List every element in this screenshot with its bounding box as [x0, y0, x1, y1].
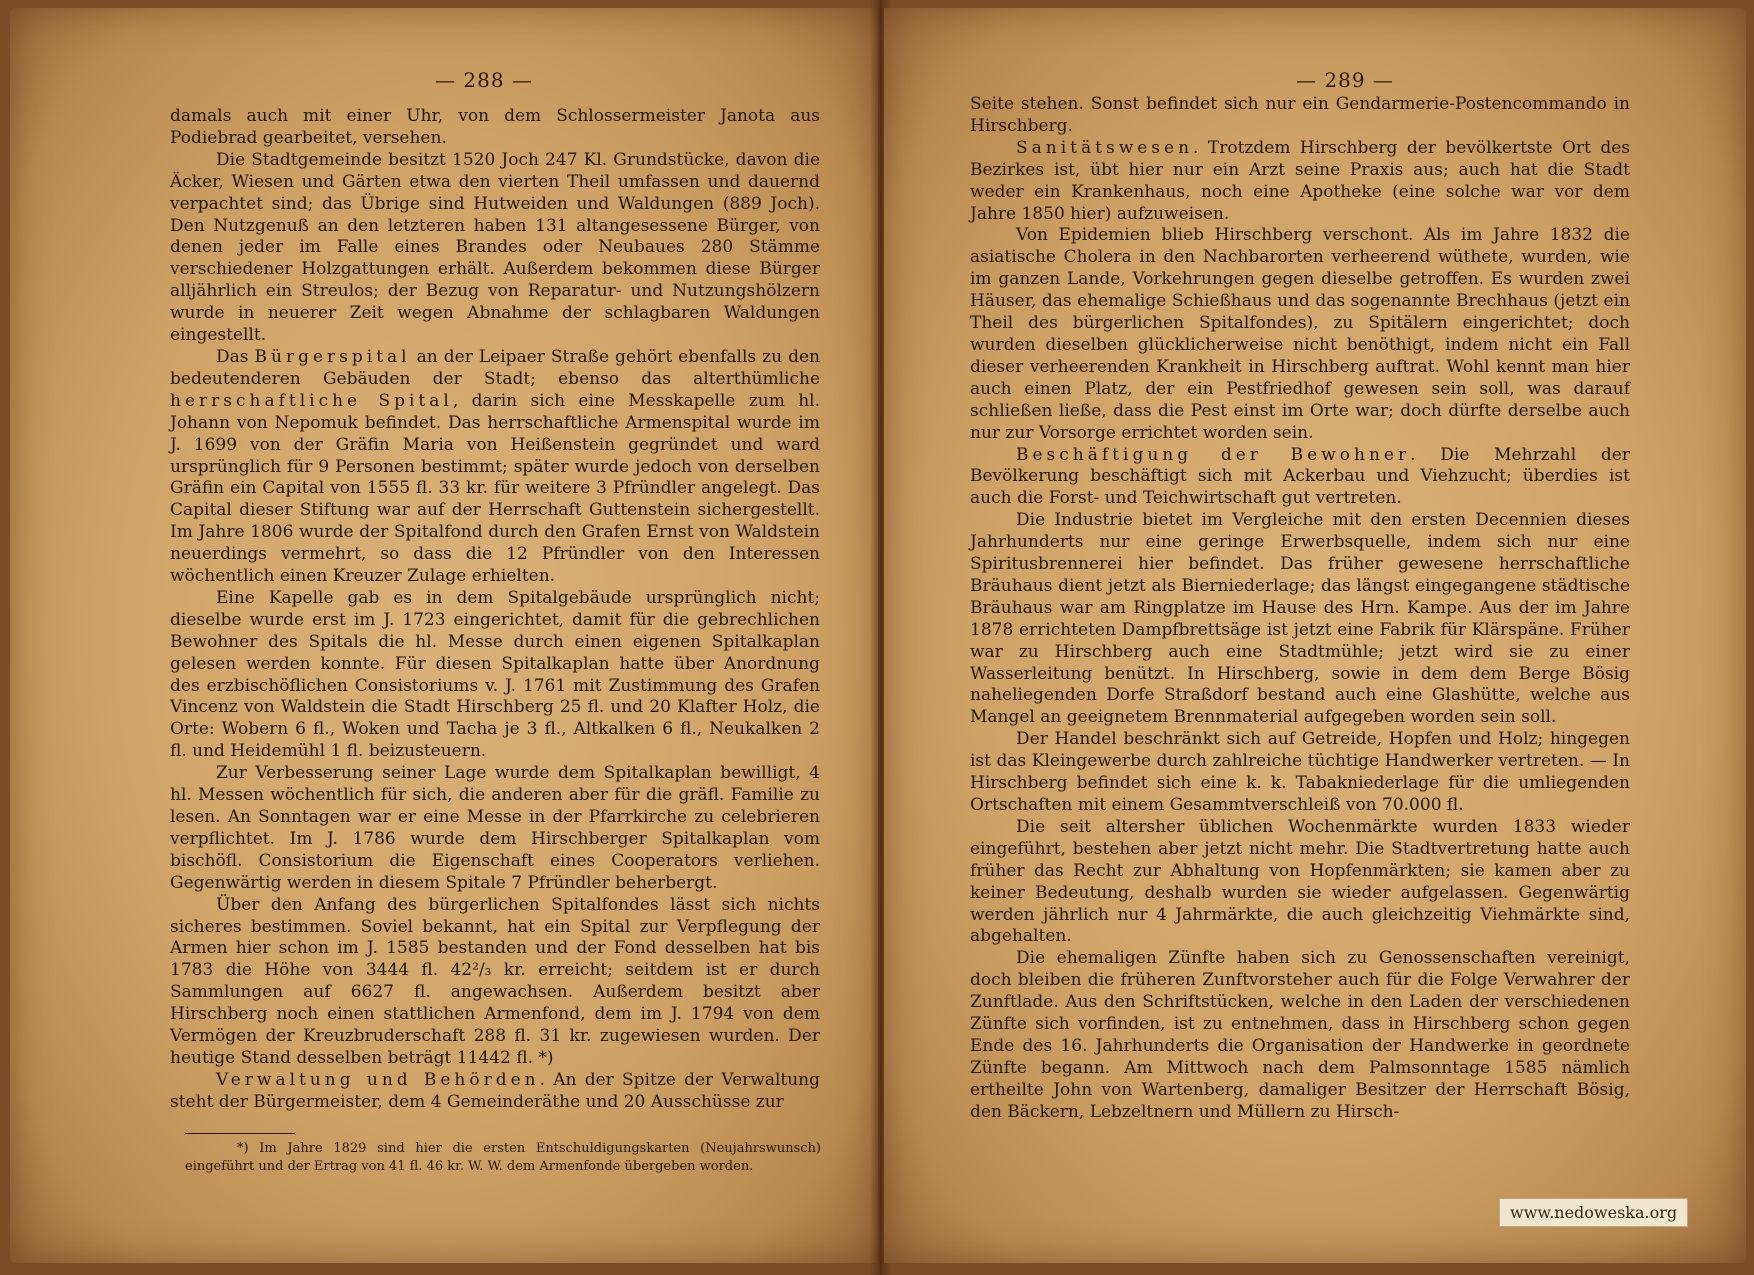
paragraph [170, 347, 820, 588]
page-number-left: — 288 — [435, 68, 533, 92]
spaced-heading-text: Bürgerspital [254, 346, 411, 367]
page-number-right: — 289 — [1296, 68, 1394, 92]
paragraph [970, 817, 1630, 948]
paragraph [170, 895, 820, 1070]
paragraph-text: . Die Mehrzahl der Bevölkerung beschäftigt sich mit Ackerbau und Viehzucht; überdies ist auch die Forst- und Teichwirtschaft gut vertreten. [970, 444, 1630, 509]
right-page [884, 8, 1746, 1263]
paragraph-text: . Trotzdem Hirschberg der bevölkertste Ort des Bezirkes ist, übt hier nur ein Arzt seine Praxis aus; auch hat die Stadt weder ein Krankenhaus, noch eine Apotheke (eine solche war vor dem Jahre 1850 hier) aufzuweisen. [970, 137, 1630, 224]
footnote-text: *) Im Jahre 1829 sind hier die ersten Entschuldigungskarten (Neujahrswunsch) eingeführt und der Ertrag von 41 fl. 46 kr. W. W. dem Armenfonde übergeben worden. [185, 1141, 821, 1174]
watermark-label: www.nedoweska.org [1499, 1198, 1688, 1227]
right-page-body [970, 94, 1630, 1124]
paragraph-text: Die ehemaligen Zünfte haben sich zu Genossenschaften vereinigt, doch bleiben die früheren Zunftvorsteher auch für die Folge Verwahrer der Zunftlade. Aus den Schriftstücken, welche in den Laden der verschiedenen Zünfte sich vorfinden, ist zu entnehmen, dass in Hirschberg schon gegen Ende des 16. Jahrhunderts die Organisation der Handwerke in geordnete Zünfte begann. Am Mittwoch nach dem Palmsonntage 1585 nämlich ertheilte John von Wartenberg, damaliger Besitzer der Herrschaft Bösig, den Bäckern, Lebzeltnern und Müllern zu Hirsch- [970, 948, 1630, 1122]
footnote [185, 1140, 821, 1176]
spaced-heading-text: Sanitätswesen [1016, 137, 1194, 158]
paragraph [170, 106, 820, 150]
paragraph-text: an der Leipaer Straße gehört ebenfalls zu den bedeutenderen Gebäuden der Stadt; ebenso das alterthümliche [170, 346, 821, 389]
spaced-heading-text: Beschäftigung der Bewohner [1016, 444, 1411, 465]
paragraph-text: Eine Kapelle gab es in dem Spitalgebäude ursprünglich nicht; dieselbe wurde erst im J. 1723 eingerichtet, damit für die gebrechlichen Bewohner des Spitals die hl. Messe durch einen eigenen Spitalkaplan gelesen werden konnte. Für diesen Spitalkaplan hatte über Anordnung des erzbischöflichen Consistoriums v. J. 1761 mit Zustimmung des Grafen Vincenz von Waldstein die Stadt Hirschberg 25 fl. und 20 Klafter Holz, die Orte: Wobern 6 fl., Woken und Tacha je 3 fl., Altkalken 6 fl., Neukalken 2 fl. und Heidemühl 1 fl. beizusteuern. [170, 587, 820, 762]
paragraph-text: . An der Spitze der Verwaltung steht der Bürgermeister, dem 4 Gemeinderäthe und 20 Ausschüsse zur [170, 1069, 820, 1112]
paragraph [970, 225, 1630, 444]
paragraph [970, 729, 1630, 817]
paragraph-text: Über den Anfang des bürgerlichen Spitalfondes lässt sich nichts sicheres bestimmen. Soviel bekannt, hat ein Spital zur Verpflegung der Armen hier schon im J. 1585 bestanden und der Fond desselben hat bis 1783 die Höhe von 3444 fl. 42²/₃ kr. erreicht; seitdem ist er durch Sammlungen auf 6627 fl. angewachsen. Außerdem besitzt aber Hirschberg noch einen stattlichen Armenfond, dem im J. 1794 von dem Vermögen der Kreuzbruderschaft 288 fl. 31 kr. zugewiesen wurden. Der heutige Stand desselben beträgt 11442 fl. *) [170, 894, 820, 1068]
paragraph-text: Die seit altersher üblichen Wochenmärkte wurden 1833 wieder eingeführt, bestehen aber jetzt nicht mehr. Die Stadtvertretung hatte auch früher das Recht zur Abhaltung von Hopfenmärkten; sie kamen aber zu keiner Bedeutung, deshalb wurden sie wieder aufgelassen. Gegenwärtig werden jährlich nur 4 Jahrmärkte, die auch gleichzeitig Viehmärkte sind, abgehalten. [970, 816, 1630, 947]
paragraph-text: damals auch mit einer Uhr, von dem Schlossermeister Janota aus Podiebrad gearbeitet, versehen. [170, 106, 820, 148]
spaced-heading-text: herrschaftliche Spital [170, 390, 453, 411]
paragraph-text: Der Handel beschränkt sich auf Getreide, Hopfen und Holz; hingegen ist das Kleingewerbe durch zahlreiche tüchtige Handwerker vertreten. — In Hirschberg befindet sich eine k. k. Tabakniederlage für die umliegenden Ortschaften mit einem Gesammtverschleiß von 70.000 fl. [970, 729, 1630, 815]
paragraph [170, 763, 820, 894]
paragraph [170, 588, 820, 763]
paragraph [970, 948, 1630, 1123]
footnote-rule [185, 1133, 295, 1134]
paragraph-text: , darin sich eine Messkapelle zum hl. Johann von Nepomuk befindet. Das herrschaftliche Armenspital wurde im J. 1699 von der Gräfin Maria von Heißenstein gegründet und ward ursprünglich für 9 Personen bestimmt; später wurde jedoch von derselben Gräfin ein Capital von 1555 fl. 33 kr. für weitere 3 Pfründler angelegt. Das Capital dieser Stiftung war auf der Herrschaft Guttenstein sichergestellt. Im Jahre 1806 wurde der Spitalfond durch den Grafen Ernst von Waldstein neuerdings vermehrt, so dass die 12 Pfründler von den Interessen wöchentlich einen Kreuzer Zulage erhielten. [170, 390, 820, 587]
paragraph-text: Die Stadtgemeinde besitzt 1520 Joch 247 Kl. Grundstücke, davon die Äcker, Wiesen und Gärten etwa den vierten Theil umfassen und dauernd verpachtet sind; das Übrige sind Hutweiden und Waldungen (889 Joch). Den Nutzgenuß an den letzteren haben 131 altangesessene Bürger, von denen jeder im Falle eines Brandes oder Neubaues 280 Stämme verschiedener Holzgattungen erhält. Außerdem bekommen diese Bürger alljährlich ein Streulos; der Bezug von Reparatur- und Nutzungshölzern wurde in neuerer Zeit wegen Abnahme der schlagbaren Waldungen eingestellt. [170, 149, 820, 346]
paragraph-text: Zur Verbesserung seiner Lage wurde dem Spitalkaplan bewilligt, 4 hl. Messen wöchentlich für sich, die anderen aber für die gräfl. Familie zu lesen. An Sonntagen war er eine Messe in der Pfarrkirche zu celebrieren verpflichtet. Im J. 1786 wurde dem Hirschberger Spitalkaplan vom bischöfl. Consistorium die Eigenschaft eines Cooperators verliehen. Gegenwärtig werden in diesem Spitale 7 Pfründler beherbergt. [170, 763, 820, 893]
paragraph [970, 510, 1630, 729]
paragraph [170, 150, 820, 347]
paragraph [970, 445, 1630, 511]
left-page [10, 8, 878, 1263]
paragraph [970, 94, 1630, 138]
left-page-body [170, 106, 820, 1114]
paragraph-text: Die Industrie bietet im Vergleiche mit den ersten Decennien dieses Jahrhunderts nur eine geringe Erwerbsquelle, indem sich nur eine Spiritusbrennerei hier befindet. Das früher gewesene herrschaftliche Bräuhaus dient jetzt als Bierniederlage; das längst eingegangene städtische Bräuhaus war am Ringplatze im Hause des Hrn. Kampe. Aus der im Jahre 1878 errichteten Dampfbrettsäge ist jetzt eine Fabrik für Klärspäne. Früher war zu Hirschberg auch eine Stadtmühle; jetzt wird sie zu einer Wasserleitung benützt. In Hirschberg, sowie in dem dem Berge Bösig naheliegenden Dorfe Straßdorf bestand auch eine Glashütte, welche aus Mangel an geeignetem Brennmaterial aufgegeben worden sein soll. [970, 510, 1630, 728]
paragraph-text: Das [216, 346, 255, 367]
spaced-heading-text: Verwaltung und Behörden [216, 1069, 540, 1090]
paragraph [170, 1070, 820, 1114]
paragraph-text: Seite stehen. Sonst befindet sich nur ein Gendarmerie-Postencommando in Hirschberg. [970, 94, 1630, 136]
paragraph-text: Von Epidemien blieb Hirschberg verschont. Als im Jahre 1832 die asiatische Cholera in den Nachbarorten verheerend wüthete, wurden, wie im ganzen Lande, Vorkehrungen gegen dieselbe getroffen. Es wurden zwei Häuser, das ehemalige Schießhaus und das sogenannte Brechhaus (jetzt ein Theil des bürgerlichen Spitalfondes), zu Spitälern eingerichtet; doch wurden dieselben glücklicherweise nicht benöthigt, indem nicht ein Fall dieser verheerenden Krankheit in Hirschberg auftrat. Wohl kennt man hier auch einen Platz, der ein Pestfriedhof gewesen sein soll, was darauf schließen ließe, dass die Pest einst im Orte war; doch dürfte derselbe auch nur zur Vorsorge errichtet worden sein. [970, 225, 1630, 443]
paragraph [970, 138, 1630, 226]
